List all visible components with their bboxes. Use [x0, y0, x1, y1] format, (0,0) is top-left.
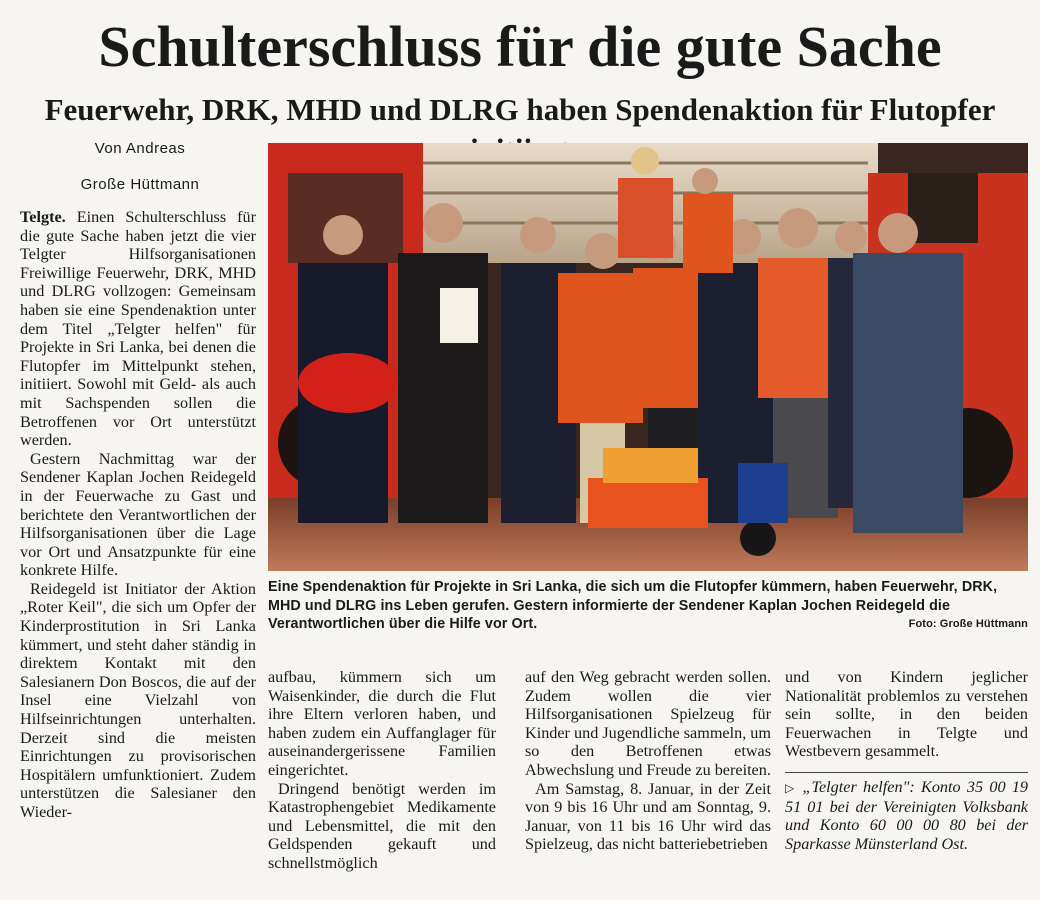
dateline: Telgte.: [20, 208, 66, 226]
article-photo: [268, 143, 1028, 571]
info-divider: [785, 772, 1028, 773]
column-4: [785, 668, 1028, 761]
subheadline: Feuerwehr, DRK, MHD und DLRG haben Spendenaktion für Flutopfer: [44, 92, 996, 127]
photo-illustration: [268, 143, 1028, 571]
donation-info-box: [785, 778, 1028, 853]
paragraph: und von Kindern jeglicher Nationalität problemlos zu verstehen sein sollte, in den beiden Feuerwachen in Telgte und Westbevern gesammelt.: [785, 668, 1028, 761]
photo-caption: [268, 578, 1028, 634]
paragraph: Gestern Nachmittag war der Sendener Kaplan Jochen Reidegeld in der Feuerwache zu Gast und berichtete den Verantwortlichen der Hilfsorganisationen über die Lage vor Ort und Ansatzpunkte für eine konkrete Hilfe.: [20, 449, 256, 580]
column-1: [20, 208, 256, 822]
byline-line-2: Große Hüttmann: [80, 176, 200, 193]
column-3: [525, 668, 771, 854]
paragraph: aufbau, kümmern sich um Waisenkinder, die durch die Flut ihre Eltern verloren haben, und haben zudem ein Auffanglager für auseinandergerissene Familien eingerichtet.: [268, 668, 496, 779]
caption-text: Eine Spendenaktion für Projekte in Sri Lanka, die sich um die Flutopfer kümmern, haben Feuerwehr, DRK, MHD und DLRG ins Leben gerufen. Gestern informierte der Sendener Kaplan Jochen Reidegeld die Verantwortlichen über die Hilfe vor Ort.: [268, 579, 998, 632]
paragraph: auf den Weg gebracht werden sollen. Zudem wollen die vier Hilfsorganisationen Spielzeug für Kinder und Jugendliche sammeln, um so den Betroffenen etwas Abwechslung und Freude zu bereiten.: [525, 668, 771, 779]
byline-line-1: Von Andreas: [94, 140, 186, 157]
paragraph: Dringend benötigt werden im Katastrophengebiet Medikamente und Lebensmittel, die mit den Geldspenden gekauft und schnellstmöglich: [268, 779, 496, 872]
triangle-right-icon: ▷: [785, 781, 797, 795]
paragraph: [20, 208, 256, 450]
paragraph-text: Einen Schulterschluss für die gute Sache haben jetzt die vier Telgter Hilfsorganisationen Freiwillige Feuerwehr, DRK, MHD und DLRG vollzogen: Gemeinsam haben sie eine Spendenaktion unter dem Titel „Telgter helfen" für Projekte in Sri Lanka, bei denen die Flutopfer im Mittelpunkt stehen, initiiert. Sowohl mit Geld- als auch mit Sachspenden sollen die Betroffenen vor Ort unterstützt werden.: [20, 208, 256, 450]
paragraph: Reidegeld ist Initiator der Aktion „Roter Keil", die sich um Opfer der Kinderprostitution in Sri Lanka kümmert, und steht daher ständig in direktem Kontakt mit den Salesianern Don Boscos, die auf der Insel eine Vielzahl von Hilfseinrichtungen unterhalten. Derzeit sind die meisten Einrichtungen zu provisorischen Hospitälern umfunktioniert. Zudem unterstützen die Salesianer den Wieder-: [20, 579, 256, 821]
paragraph: Am Samstag, 8. Januar, in der Zeit von 9 bis 16 Uhr und am Sonntag, 9. Januar, von 11 bis 16 Uhr wird das Spielzeug, das nicht batteriebetrieben: [525, 779, 771, 854]
headline: Schulterschluss für die gute Sache: [98, 14, 942, 79]
column-2: [268, 668, 496, 873]
photo-credit: Foto: Große Hüttmann: [908, 618, 1028, 630]
donation-info-text: „Telgter helfen": Konto 35 00 19 51 01 bei der Vereinigten Volksbank und Konto 60 00 00 80 bei der Sparkasse Münsterland Ost.: [785, 778, 1029, 853]
